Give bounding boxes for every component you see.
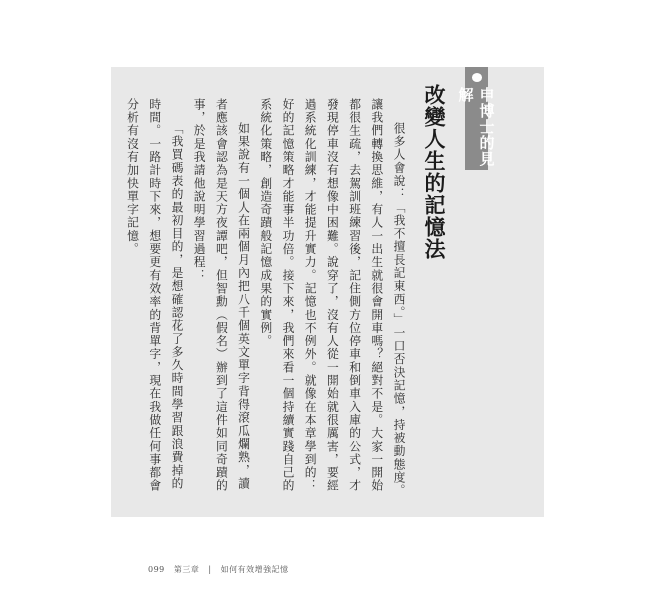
- chapter-title: 如何有效增強記憶: [220, 565, 289, 574]
- paragraph: 很多人會說：「我不擅長記東西。」一口否決記憶，持被動態度。讓我們轉換思維，有人一出生就很會開車嗎？絕對不是。大家一開始都很生疏，去駕訓班練習後，記住側方位停車和倒車入庫的公式，才發現停車沒有想像中困難。說穿了，沒有人從一開始就很厲害，要經過系統化訓練，才能提升實力。記憶也不例外。就像在本章學到的：好的記憶策略才能事半功倍。接下來，我們來看一個持續實踐自己的系統化策略，創造奇蹟般記憶成果的實例。: [258, 98, 406, 498]
- paragraph: 「我買碼表的最初目的，是想確認花了多久時間學習跟浪費掉的時間。一路計時下來，想要更有效率的背單字，現在我做任何事都會分析有沒有加快單字記憶。: [125, 98, 184, 493]
- section-label: 申博士的見解: [456, 86, 496, 167]
- page-number: 099: [148, 565, 165, 574]
- page-footer: [148, 564, 295, 575]
- article-heading: 改變人生的記憶法: [422, 84, 446, 260]
- footer-separator: |: [208, 565, 212, 574]
- bullet-dot-icon: [472, 73, 482, 82]
- section-label-badge: [456, 67, 496, 170]
- chapter-label: 第三章: [173, 565, 200, 574]
- article-body: [125, 98, 410, 498]
- paragraph: 如果說有一個人在兩個月內把八千個英文單字背得滾瓜爛熟，讀者應該會認為是天方夜譚吧，但智勳（假名）辦到了這件如同奇蹟的事，於是我請他說明學習過程：: [192, 98, 251, 493]
